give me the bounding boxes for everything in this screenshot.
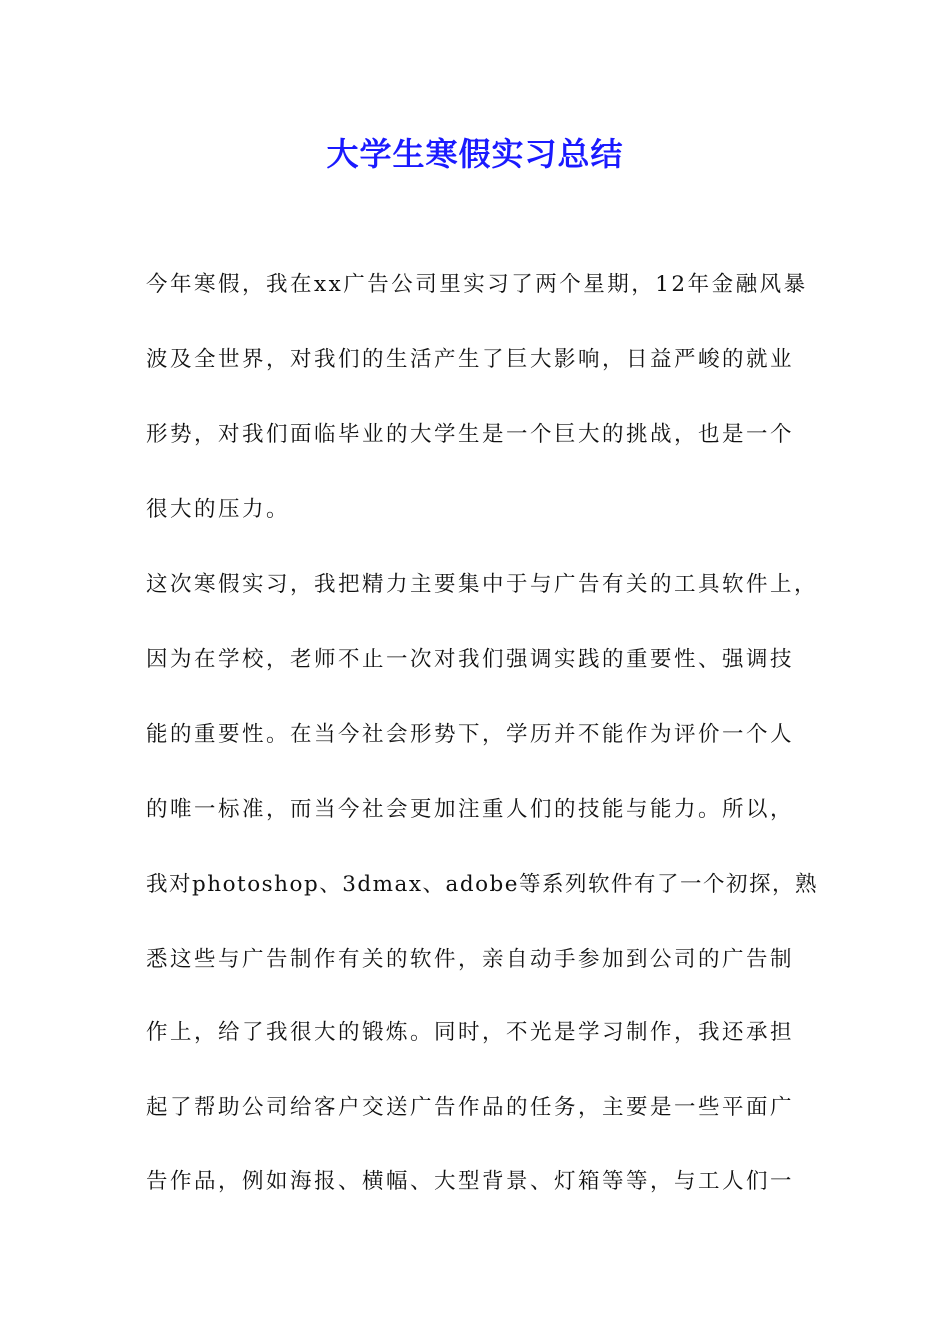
body-line: 很大的压力。 (146, 497, 291, 522)
body-line: 的唯一标准，而当今社会更加注重人们的技能与能力。所以， (146, 797, 795, 822)
body-line: 悉这些与广告制作有关的软件，亲自动手参加到公司的广告制 (146, 947, 795, 972)
body-line: 起了帮助公司给客户交送广告作品的任务，主要是一些平面广 (146, 1095, 795, 1120)
body-line: 因为在学校，老师不止一次对我们强调实践的重要性、强调技 (146, 647, 795, 672)
body-line: 波及全世界，对我们的生活产生了巨大影响，日益严峻的就业 (146, 347, 795, 372)
body-line: 这次寒假实习，我把精力主要集中于与广告有关的工具软件上， (146, 572, 819, 597)
body-line: 能的重要性。在当今社会形势下，学历并不能作为评价一个人 (146, 722, 795, 747)
body-line: 形势，对我们面临毕业的大学生是一个巨大的挑战，也是一个 (146, 422, 795, 447)
body-line: 今年寒假，我在xx广告公司里实习了两个星期，12年金融风暴 (146, 272, 808, 297)
body-line: 告作品，例如海报、横幅、大型背景、灯箱等等，与工人们一 (146, 1169, 795, 1194)
body-line: 作上，给了我很大的锻炼。同时，不光是学习制作，我还承担 (146, 1020, 795, 1045)
document-title: 大学生寒假实习总结 (326, 135, 624, 173)
body-line: 我对photoshop、3dmax、adobe等系列软件有了一个初探，熟 (146, 872, 819, 897)
